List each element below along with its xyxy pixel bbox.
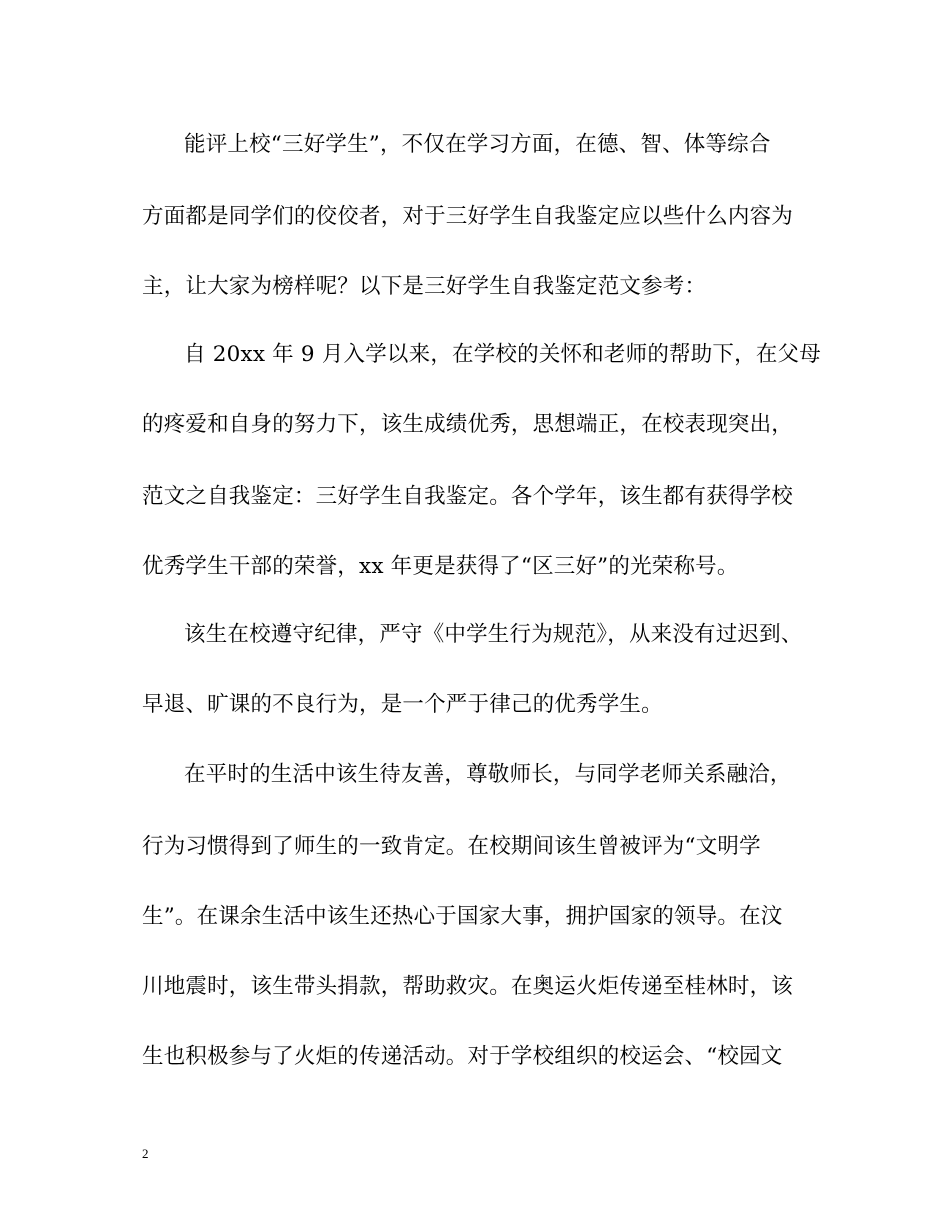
paragraph-4-line-2: 行为习惯得到了师生的一致肯定。在校期间该生曾被评为“文明学	[142, 834, 761, 859]
paragraph-2-line-3: 范文之自我鉴定：三好学生自我鉴定。各个学年，该生都有获得学校	[142, 484, 794, 509]
paragraph-1-line-3: 主，让大家为榜样呢？以下是三好学生自我鉴定范文参考：	[142, 274, 707, 299]
paragraph-4-line-3: 生”。在课余生活中该生还热心于国家大事，拥护国家的领导。在汶	[142, 904, 783, 929]
paragraph-2-line-4: 优秀学生干部的荣誉，xx 年更是获得了“区三好”的光荣称号。	[142, 554, 739, 579]
paragraph-1-line-2: 方面都是同学们的佼佼者，对于三好学生自我鉴定应以些什么内容为	[142, 204, 794, 229]
paragraph-4-line-1: 在平时的生活中该生待友善，尊敬师长，与同学老师关系融洽，	[184, 762, 792, 787]
paragraph-4-line-4: 川地震时，该生带头捐款，帮助救灾。在奥运火炬传递至桂林时，该	[142, 974, 794, 999]
page-number: 2	[142, 1146, 149, 1161]
paragraph-2-line-2: 的疼爱和自身的努力下，该生成绩优秀，思想端正，在校表现突出，	[142, 412, 794, 437]
paragraph-1-line-1: 能评上校“三好学生”，不仅在学习方面，在德、智、体等综合	[184, 132, 771, 157]
paragraph-4-line-5: 生也积极参与了火炬的传递活动。对于学校组织的校运会、“校园文	[142, 1044, 783, 1069]
paragraph-3-line-2: 早退、旷课的不良行为，是一个严于律己的优秀学生。	[142, 692, 663, 717]
paragraph-3-line-1: 该生在校遵守纪律，严守《中学生行为规范》，从来没有过迟到、	[184, 622, 803, 647]
paragraph-2-line-1: 自 20xx 年 9 月入学以来，在学校的关怀和老师的帮助下，在父母	[184, 342, 821, 367]
